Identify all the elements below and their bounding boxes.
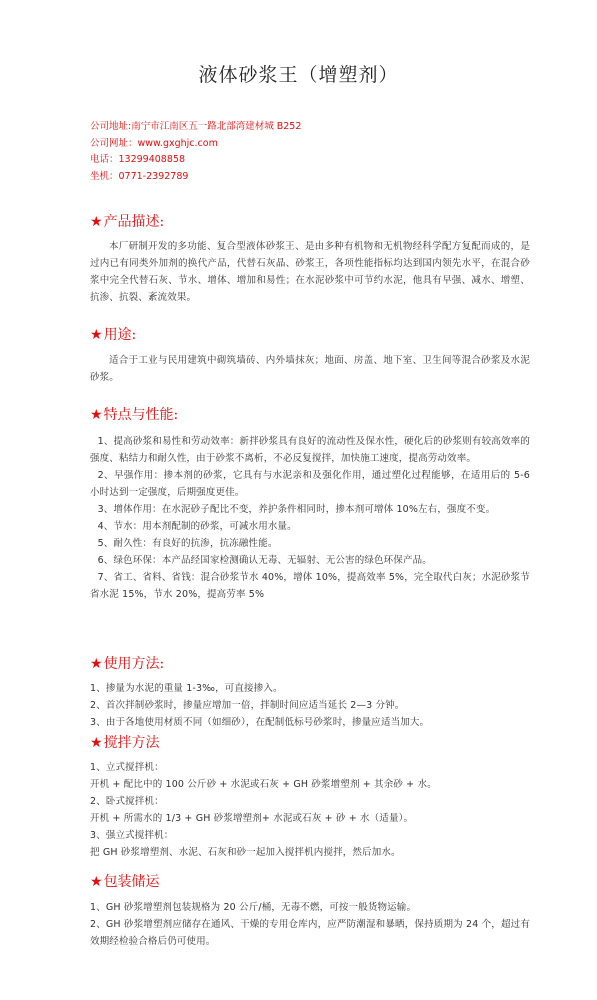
- list-item: 1、提高砂浆和易性和劳动效率：新拌砂浆具有良好的流动性及保水性，硬化后的砂浆则有较高效率的强度、粘结力和耐久性，由于砂浆不离析，不必反复搅拌，加快施工速度，提高劳动效率。: [90, 436, 530, 464]
- usage-text: 适合于工业与民用建筑中砌筑墙砖、内外墙抹灰；地面、房盖、地下室、卫生间等混合砂浆及水泥砂浆。: [90, 355, 530, 383]
- section-packaging: [90, 872, 530, 950]
- list-item: 2、卧式搅拌机：: [90, 796, 164, 807]
- star-icon: ★: [90, 327, 103, 343]
- list-item: 2、首次拌制砂浆时，掺量应增加一倍，拌制时间应适当延长 2—3 分钟。: [90, 700, 405, 711]
- section-method: [90, 654, 530, 731]
- heading-text: 使用方法:: [103, 656, 165, 672]
- heading-text: 搅拌方法: [103, 735, 160, 751]
- company-phone: 电话：13299408858: [90, 154, 185, 165]
- star-icon: ★: [90, 214, 103, 230]
- star-icon: ★: [90, 407, 103, 423]
- document-title: 液体砂浆王（增塑剂）: [198, 64, 399, 86]
- list-item: 1、掺量为水泥的重量 1-3‰，可直接掺入。: [90, 683, 283, 694]
- list-item: 3、由于各地使用材质不同（如细砂），在配制低标号砂浆时，掺量应适当加大。: [90, 717, 430, 728]
- company-address: 公司地址:南宁市江南区五一路北部湾建材城 B252: [90, 121, 302, 132]
- list-item: 1、立式搅拌机：: [90, 762, 164, 773]
- list-item: 开机 + 配比中的 100 公斤砂 + 水泥或石灰 + GH 砂浆增塑剂 + 其余砂 + 水。: [90, 779, 437, 790]
- list-item: 1、GH 砂浆增塑剂包装规格为 20 公斤/桶，无毒不燃，可按一般货物运输。: [90, 902, 417, 913]
- heading-text: 特点与性能:: [103, 407, 179, 423]
- section-heading: [90, 325, 530, 345]
- list-item: 开机 + 所需水的 1/3 + GH 砂浆增塑剂+ 水泥或石灰 + 砂 + 水（适量）。: [90, 813, 414, 824]
- features-list: [90, 433, 530, 603]
- packaging-list: [90, 899, 530, 950]
- mixing-list: [90, 759, 530, 861]
- list-item: 2、GH 砂浆增塑剂应储存在通风、干燥的专用仓库内，应严防潮湿和暴晒，保持质期为 24 个，超过有效期经检验合格后仍可使用。: [90, 919, 530, 947]
- section-heading: [90, 733, 530, 753]
- section-heading: [90, 654, 530, 674]
- heading-text: 用途:: [103, 327, 137, 343]
- list-item: 2、早强作用：掺本剂的砂浆，它具有与水泥亲和及强化作用，通过塑化过程能够，在适用后的 5-6 小时达到一定强度，后期强度更佳。: [90, 470, 530, 498]
- star-icon: ★: [90, 656, 103, 672]
- section-features: [90, 405, 530, 603]
- method-list: [90, 680, 530, 731]
- company-website: 公司网址：www.gxghjc.com: [90, 137, 218, 149]
- list-item: 把 GH 砂浆增塑剂、水泥、石灰和砂一起加入搅拌机内搅拌，然后加水。: [90, 847, 401, 858]
- section-description: [90, 212, 530, 306]
- company-landline: 坐机：0771-2392789: [90, 170, 189, 182]
- description-text: 本厂研制开发的多功能、复合型液体砂浆王、是由多种有机物和无机物经科学配方复配而成的，是过内已有同类外加剂的换代产品，代替石灰晶、砂浆王，各项性能指标均达到国内领先水平，在混合砂浆中完全代替石灰、节水、增体、增加和易性；在水泥砂浆中可节约水泥，他具有早强、减水、增塑、抗渗、抗裂、紊流效果。: [90, 241, 530, 303]
- heading-text: 包装储运: [103, 874, 160, 890]
- list-item: 5、耐久性：有良好的抗渗，抗冻融性能。: [97, 538, 278, 549]
- list-item: 6、绿色环保：本产品经国家检测确认无毒、无辐射、无公害的绿色环保产品。: [97, 555, 432, 566]
- star-icon: ★: [90, 874, 103, 890]
- heading-text: 产品描述:: [103, 214, 165, 230]
- section-heading: [90, 212, 530, 232]
- section-heading: [90, 405, 530, 425]
- section-usage: [90, 325, 530, 386]
- section-mixing: [90, 733, 530, 861]
- list-item: 3、增体作用：在水泥砂子配比不变，养护条件相同时，掺本剂可增体 10%左右，强度不变。: [97, 504, 496, 515]
- section-heading: [90, 872, 530, 892]
- list-item: 3、强立式搅拌机：: [90, 830, 174, 841]
- list-item: 7、省工、省料、省钱：混合砂浆节水 40%，增体 10%，提高效率 5%，完全取代白灰；水泥砂浆节省水泥 15%，节水 20%，提高劳率 5%: [90, 572, 530, 600]
- star-icon: ★: [90, 735, 103, 751]
- company-info: [90, 119, 570, 185]
- list-item: 4、节水：用本剂配制的砂浆，可减水用水量。: [97, 521, 297, 532]
